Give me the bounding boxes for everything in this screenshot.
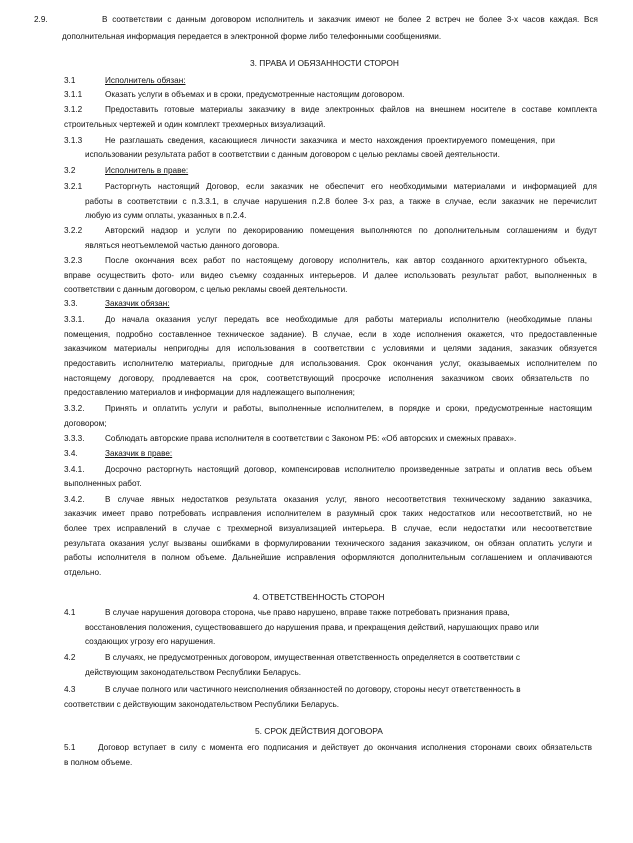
clause-text-line: Авторский надзор и услуги по декорированию помещения выполняются по дополнительным соглашениям и будут	[105, 226, 597, 235]
clause-subheading: Исполнитель в праве:	[105, 166, 189, 175]
clause-subheading: Заказчик в праве:	[105, 449, 173, 458]
clause-number: 3.3.	[64, 299, 78, 308]
clause-number: 3.1.1	[64, 90, 83, 99]
clause-text-line: Досрочно расторгнуть настоящий договор, компенсировав исполнителю произведенные затраты и оплатив весь объем	[105, 465, 592, 474]
clause-text-line: действующим законодательством Республики Беларусь.	[85, 668, 302, 677]
clause-number: 4.3	[64, 685, 76, 694]
clause-number: 3.3.2.	[64, 404, 85, 413]
clause-number: 5.1	[64, 743, 76, 752]
clause-subheading: Исполнитель обязан:	[105, 76, 186, 85]
clause-number: 3.4.	[64, 449, 78, 458]
clause-text-line: создающих угрозу его нарушения.	[85, 637, 216, 646]
clause-number: 3.4.1.	[64, 465, 85, 474]
clause-number: 3.1.3	[64, 136, 83, 145]
clause-text-line: В соответствии с данным договором исполнитель и заказчик имеют не более 2 встреч не более 3-х часов каждая. Вся	[102, 15, 598, 24]
clause-text-line: работы исполнителя в полном объеме. Дальнейшие исправления оформляются дополнительным соглашением и оплачиваются	[64, 553, 592, 562]
clause-text-line: В случае явных недостатков результата оказания услуг, явного несоответствия техническому заданию заказчика,	[105, 495, 592, 504]
clause-number: 3.3.3.	[64, 434, 85, 443]
clause-text-line: работы в соответствии с п.3.3.1, в случае нарушения п.2.8 более 3-х раз, а также в случае, если заказчик не перечислит	[85, 197, 597, 206]
clause-text-line: помещения, подробно составленное техническое задание). В случае, если в ходе исполнения окажется, что предоставленные	[64, 330, 597, 339]
clause-text-line: использовании результата работ в соответствии с данным договором с целью рекламы своей деятельности.	[85, 150, 500, 159]
clause-number: 2.9.	[34, 15, 48, 24]
clause-text-line: являться неотъемлемой частью данного договора.	[85, 241, 280, 250]
clause-number: 3.1.2	[64, 105, 83, 114]
clause-subheading: Заказчик обязан:	[105, 299, 170, 308]
clause-text-line: соответствии с данным договором, с целью рекламы своей деятельности.	[64, 285, 348, 294]
section-4-heading: 4. ОТВЕТСТВЕННОСТЬ СТОРОН	[253, 592, 385, 602]
clause-text-line: Предоставить готовые материалы заказчику в виде электронных файлов на внешнем носителе в составе комплекта	[105, 105, 597, 114]
clause-text-line: В случае нарушения договора сторона, чье право нарушено, вправе также потребовать признания права,	[105, 608, 510, 617]
clause-number: 3.2.3	[64, 256, 83, 265]
clause-text-line: Договор вступает в силу с момента его подписания и действует до окончания исполнения сторонами своих обязательств	[98, 743, 592, 752]
clause-number: 3.4.2.	[64, 495, 85, 504]
clause-text-line: результата оказания услуг вызваны ошибками в формулировании технического задания заказчиком, он обязан оплатить услуги и	[64, 539, 592, 548]
clause-number: 3.3.1.	[64, 315, 85, 324]
clause-number: 4.2	[64, 653, 76, 662]
clause-text-line: предоставлению материалов и информации для надлежащего выполнения;	[64, 388, 355, 397]
clause-text-line: дополнительная информация передается в электронной форме либо телефонными сообщениями.	[62, 32, 442, 41]
clause-text-line: Не разглашать сведения, касающиеся личности заказчика и место нахождения проектируемого помещения, при	[105, 136, 555, 145]
clause-number: 3.2	[64, 166, 76, 175]
clause-text-line: Соблюдать авторские права исполнителя в соответствии с Законом РБ: «Об авторских и смежных правах».	[105, 434, 517, 443]
clause-text-line: договором;	[64, 419, 107, 428]
clause-text-line: После окончания всех работ по настоящему договору исполнитель, как автор созданного архитектурного объекта,	[105, 256, 587, 265]
clause-text-line: В случаях, не предусмотренных договором, имущественная ответственность определяется в соответствии с	[105, 653, 520, 662]
clause-text-line: заказчиком материалы непригодны для использования в соответствии с условиями и целями задания, заказчик обязуется	[64, 344, 597, 353]
clause-number: 3.2.1	[64, 182, 83, 191]
clause-text-line: любую из сумм оплаты, указанных в п.2.4.	[85, 211, 247, 220]
clause-text-line: более трех исправлений в случае с трехмерной визуализацией интерьера. В случае, если недостатки или несоответствие	[64, 524, 592, 533]
clause-number: 3.1	[64, 76, 76, 85]
clause-text-line: заказчик имеет право потребовать исправления исполнителем в разумный срок таких недостатков или несоответствий, но не	[64, 509, 592, 518]
clause-text-line: строительных чертежей и один комплект трехмерных визуализаций.	[64, 120, 326, 129]
clause-text-line: в полном объеме.	[64, 758, 133, 767]
section-3-heading: 3. ПРАВА И ОБЯЗАННОСТИ СТОРОН	[250, 58, 399, 68]
clause-text-line: соответствии с действующим законодательством Республики Беларусь.	[64, 700, 340, 709]
clause-text-line: вправе осуществить фото- или видео съемку созданных интерьеров. И далее использовать результат работ, выполненных в	[64, 271, 597, 280]
clause-number: 3.2.2	[64, 226, 83, 235]
section-5-heading: 5. СРОК ДЕЙСТВИЯ ДОГОВОРА	[255, 726, 383, 736]
clause-text-line: восстановления положения, существовавшего до нарушения права, и прекращения действий, нарушающих право или	[85, 623, 539, 632]
clause-text-line: Расторгнуть настоящий Договор, если заказчик не обеспечит его необходимыми материалами и информацией для	[105, 182, 597, 191]
clause-text-line: Оказать услуги в объемах и в сроки, предусмотренные настоящим договором.	[105, 90, 405, 99]
clause-text-line: отдельно.	[64, 568, 102, 577]
clause-text-line: Принять и оплатить услуги и работы, выполненные исполнителем, в порядке и сроки, предусмотренные настоящим	[105, 404, 592, 413]
clause-text-line: До начала оказания услуг передать все необходимые для работы материалы исполнителю (необходимые планы	[105, 315, 592, 324]
clause-text-line: настоящему договору, продлевается на срок, соответствующий просрочке исполнения заказчиком своих обязательств по	[64, 374, 589, 383]
clause-text-line: В случае полного или частичного неисполнения обязанностей по договору, стороны несут ответственность в	[105, 685, 521, 694]
clause-text-line: выполненных работ.	[64, 479, 142, 488]
clause-number: 4.1	[64, 608, 76, 617]
clause-text-line: предоставить исполнителю материалы, пригодные для использования. Срок окончания услуг, оказываемых исполнителем по	[64, 359, 597, 368]
